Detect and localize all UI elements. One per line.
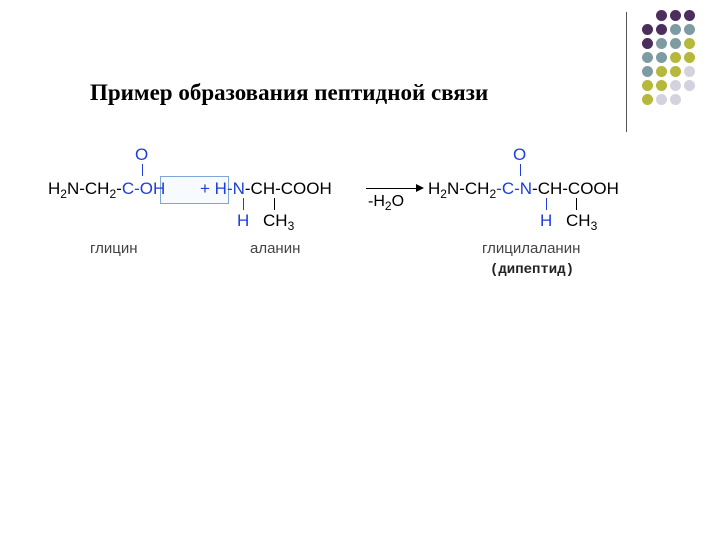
left-carbonyl-double-bond (142, 164, 143, 176)
product-type-label: (дипептид) (490, 262, 575, 278)
right-sub-2a: 2 (440, 187, 447, 201)
decorative-dot (656, 66, 667, 77)
decorative-dot (642, 52, 653, 63)
glycine-formula (48, 179, 166, 201)
decorative-dot (642, 80, 653, 91)
decorative-dot (656, 52, 667, 63)
decorative-dot (670, 94, 681, 105)
decorative-dot (670, 38, 681, 49)
left-dash: - (116, 179, 122, 198)
right-n-hydrogen: H (540, 211, 553, 230)
decorative-dot (684, 80, 695, 91)
decorative-dot (642, 38, 653, 49)
slide-title: Пример образования пептидной связи (90, 80, 489, 105)
alanine-ch: CH (263, 211, 288, 230)
alanine-sub-3: 3 (287, 219, 295, 233)
decorative-dot (642, 24, 653, 35)
arrow-label-h: -H (368, 193, 385, 210)
reaction-arrow-line (366, 188, 418, 189)
alanine-methyl (263, 211, 295, 233)
vertical-divider (626, 12, 627, 132)
decorative-dot (684, 66, 695, 77)
right-sub-3: 3 (590, 219, 598, 233)
right-h: H (428, 179, 441, 198)
decorative-dot (670, 66, 681, 77)
right-n-ch: N-CH (446, 179, 490, 198)
decorative-dot (642, 94, 653, 105)
right-ch: CH (566, 211, 591, 230)
left-sub-2a: 2 (60, 187, 67, 201)
arrow-label-o: O (391, 193, 405, 210)
decorative-dot (670, 10, 681, 21)
right-sub-2b: 2 (489, 187, 497, 201)
left-hydroxyl: -OH (134, 179, 166, 198)
right-methyl (566, 211, 598, 233)
alanine-ch-cooh: -CH-COOH (244, 179, 332, 198)
alanine-n-hydrogen: H (237, 211, 250, 230)
glycine-label: глицин (90, 240, 138, 257)
arrow-label (368, 193, 405, 213)
arrow-label-sub: 2 (384, 199, 392, 213)
decorative-dot (684, 10, 695, 21)
alanine-label: аланин (250, 240, 301, 257)
decorative-dot (670, 80, 681, 91)
decorative-dot (670, 24, 681, 35)
decorative-dot (684, 38, 695, 49)
peptide-bond: -C-N (496, 179, 533, 198)
decorative-dot (656, 38, 667, 49)
alanine-ch-ch3-bond (274, 198, 275, 210)
decorative-dot-grid (0, 0, 720, 140)
left-sub-2b: 2 (109, 187, 117, 201)
right-carbonyl-double-bond (520, 164, 521, 176)
decorative-dot (656, 94, 667, 105)
left-h: H (48, 179, 61, 198)
alanine-n: -N (226, 179, 245, 198)
right-ch-cooh: -CH-COOH (532, 179, 619, 198)
right-ch-ch3-bond (576, 198, 577, 210)
alanine-formula (200, 180, 332, 197)
left-n-ch: N-CH (66, 179, 110, 198)
product-label: глицилаланин (482, 240, 581, 257)
left-carbonyl-carbon: C (121, 179, 135, 198)
decorative-dot (656, 80, 667, 91)
dipeptide-formula (428, 179, 619, 201)
reaction-arrow-head (416, 184, 424, 192)
decorative-dot (642, 66, 653, 77)
right-carbonyl-oxygen: O (513, 145, 527, 164)
decorative-dot (656, 10, 667, 21)
alanine-n-h-bond (243, 198, 244, 210)
decorative-dot (670, 52, 681, 63)
decorative-dot (684, 52, 695, 63)
right-n-h-bond (546, 198, 547, 210)
left-carbonyl-oxygen: O (135, 145, 149, 164)
decorative-dot (684, 24, 695, 35)
decorative-dot (656, 24, 667, 35)
plus-h: + H (200, 179, 227, 198)
